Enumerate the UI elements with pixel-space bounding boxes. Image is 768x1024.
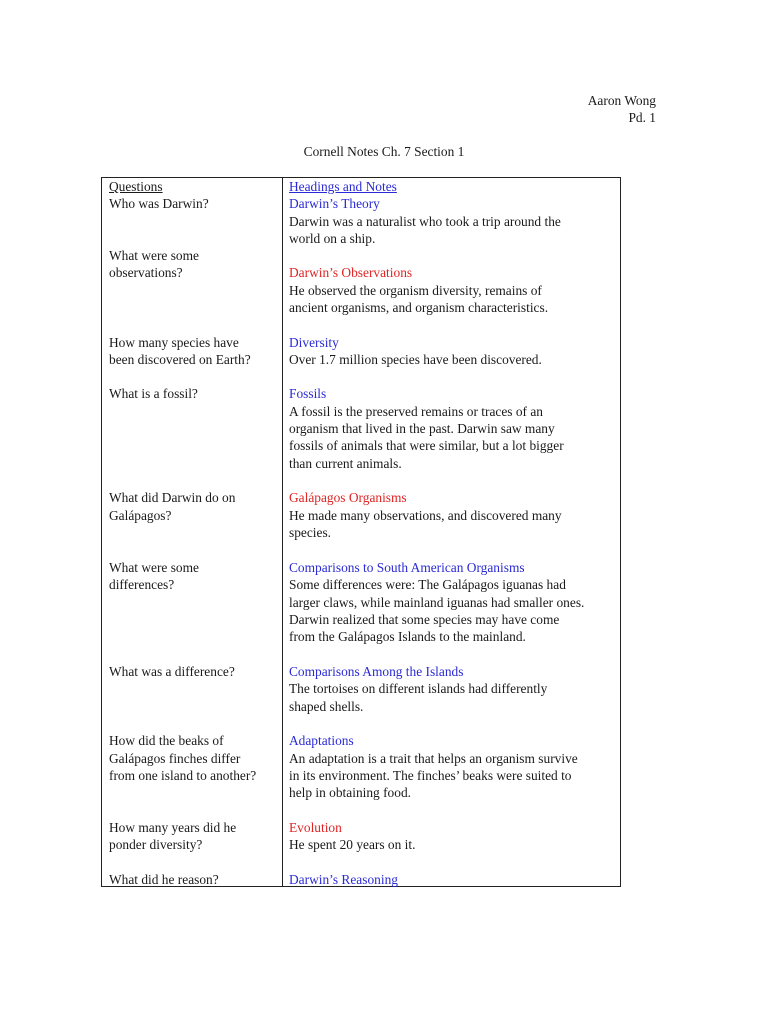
note-heading: Darwin’s Theory [289, 196, 380, 211]
question-line: What did he reason? [109, 872, 219, 887]
note-line: in its environment. The finches’ beaks were suited to [289, 768, 572, 783]
question-line: differences? [109, 577, 175, 592]
note-line: He observed the organism diversity, remains of [289, 283, 542, 298]
student-name: Aaron Wong [587, 93, 656, 108]
note-line: species. [289, 525, 332, 540]
note-heading: Comparisons Among the Islands [289, 664, 464, 679]
questions-header: Questions [109, 179, 163, 194]
question-line: observations? [109, 265, 183, 280]
question-line: Galápagos finches differ [109, 751, 241, 766]
note-line: shaped shells. [289, 699, 364, 714]
question-line: Who was Darwin? [109, 196, 209, 211]
note-line: A fossil is the preserved remains or traces of an [289, 404, 543, 419]
note-heading: Darwin’s Reasoning [289, 872, 398, 887]
note-heading: Diversity [289, 335, 339, 350]
question-line: What did Darwin do on [109, 490, 236, 505]
question-line: Galápagos? [109, 508, 172, 523]
note-line: Over 1.7 million species have been discovered. [289, 352, 542, 367]
note-line: than current animals. [289, 456, 402, 471]
question-line: How many years did he [109, 820, 237, 835]
question-line: What was a difference? [109, 664, 235, 679]
note-heading: Darwin’s Observations [289, 265, 413, 280]
question-line: How did the beaks of [109, 733, 224, 748]
notes-header: Headings and Notes [289, 179, 397, 194]
note-line: He made many observations, and discovered many [289, 508, 562, 523]
note-line: help in obtaining food. [289, 785, 411, 800]
question-line: been discovered on Earth? [109, 352, 251, 367]
note-line: world on a ship. [289, 231, 376, 246]
note-line: The tortoises on different islands had differently [289, 681, 548, 696]
note-line: fossils of animals that were similar, but a lot bigger [289, 438, 564, 453]
note-line: Darwin was a naturalist who took a trip around the [289, 214, 561, 229]
note-heading: Evolution [289, 820, 342, 835]
question-line: from one island to another? [109, 768, 257, 783]
question-line: ponder diversity? [109, 837, 203, 852]
question-line: What were some [109, 248, 199, 263]
note-line: ancient organisms, and organism characteristics. [289, 300, 549, 315]
cornell-notes-table [101, 177, 621, 887]
note-heading: Galápagos Organisms [289, 490, 407, 505]
class-period: Pd. 1 [628, 110, 656, 125]
note-heading: Comparisons to South American Organisms [289, 560, 525, 575]
note-line: He spent 20 years on it. [289, 837, 416, 852]
note-line: Darwin realized that some species may have come [289, 612, 560, 627]
note-heading: Adaptations [289, 733, 354, 748]
note-line: from the Galápagos Islands to the mainland. [289, 629, 526, 644]
question-line: What is a fossil? [109, 386, 198, 401]
column-divider [282, 178, 283, 886]
note-line: An adaptation is a trait that helps an organism survive [289, 751, 578, 766]
note-line: organism that lived in the past. Darwin saw many [289, 421, 555, 436]
note-line: Some differences were: The Galápagos iguanas had [289, 577, 566, 592]
question-line: How many species have [109, 335, 239, 350]
student-info [588, 92, 656, 126]
note-heading: Fossils [289, 386, 327, 401]
note-line: larger claws, while mainland iguanas had smaller ones. [289, 595, 585, 610]
question-line: What were some [109, 560, 199, 575]
document-title: Cornell Notes Ch. 7 Section 1 [303, 144, 465, 159]
